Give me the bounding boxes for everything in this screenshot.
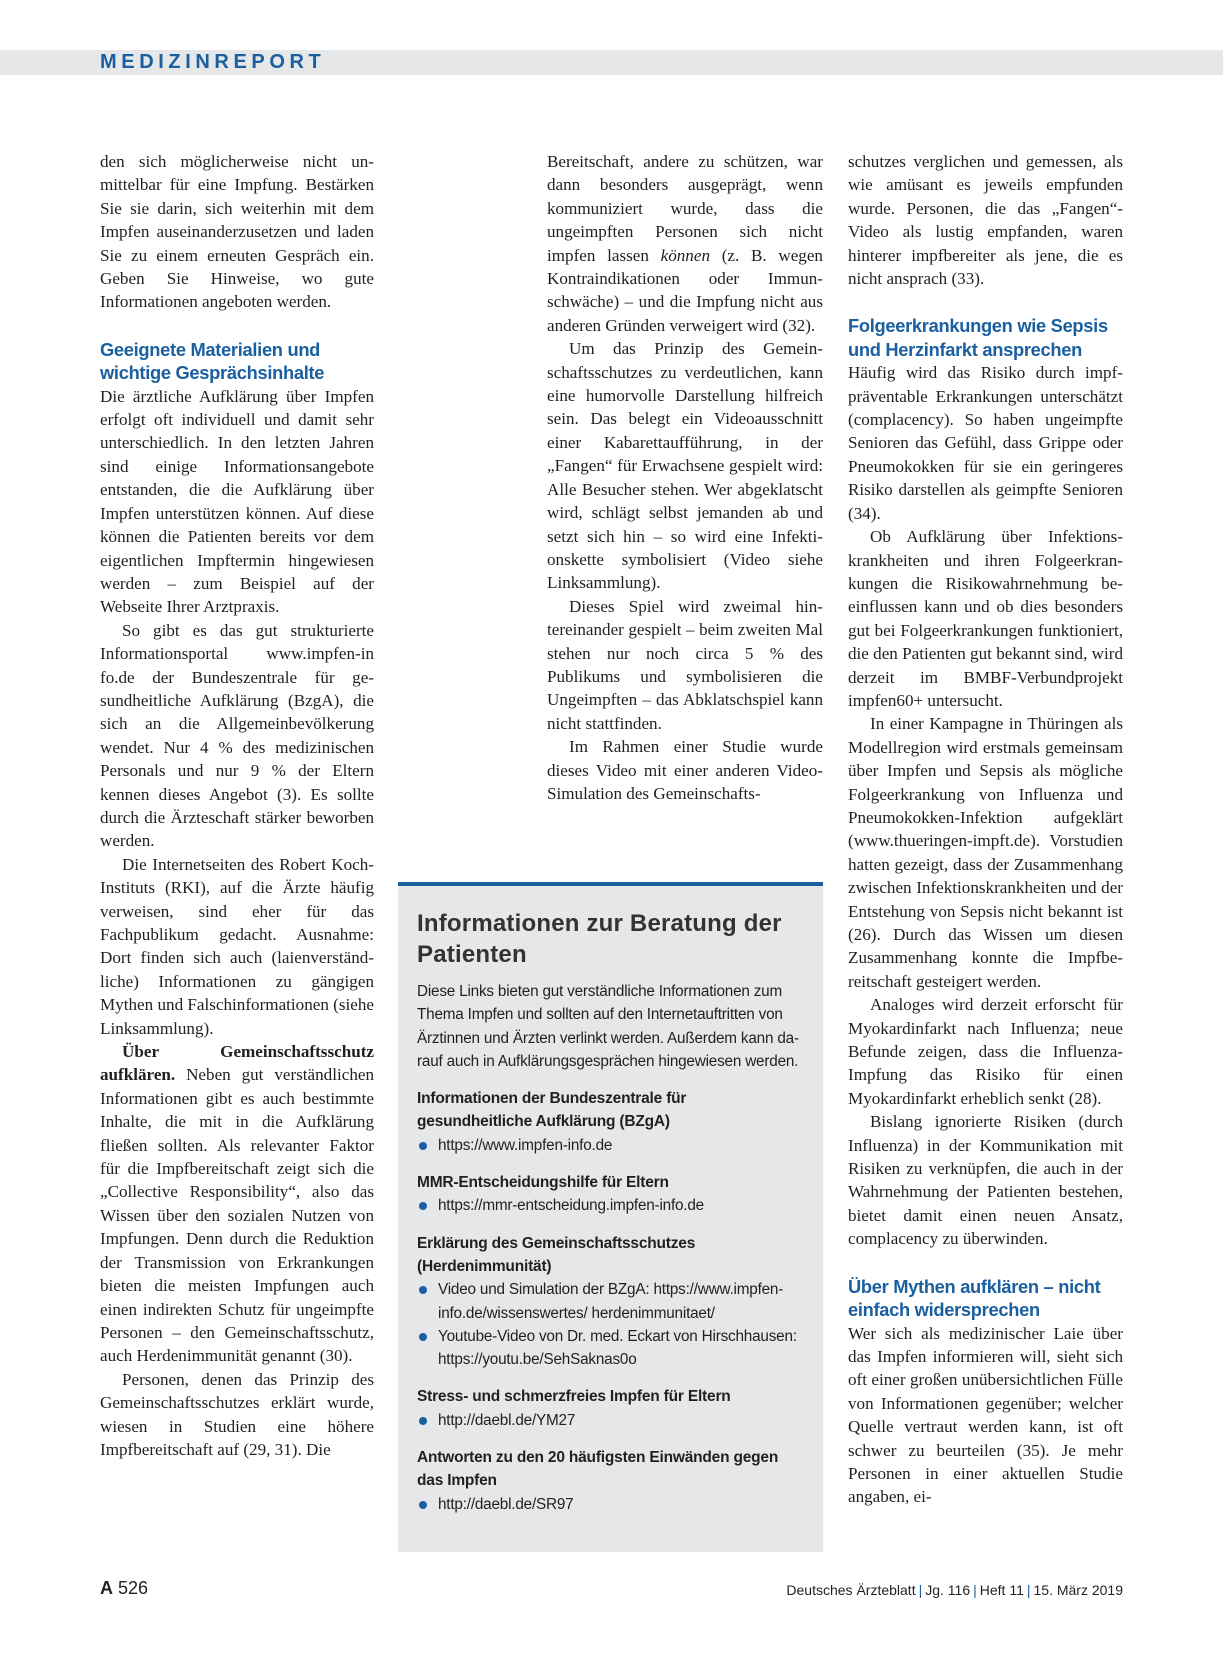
link-section-title: Informationen der Bundeszentrale für gesundheitliche Aufklärung (BZgA) (417, 1090, 687, 1131)
paragraph: Häufig wird das Risiko durch impfpräventable Erkrankungen unterschätzt (complacency). So haben ungeimpfte Senioren das Gefühl, dass Grippe oder Pneumokokken für sie ein geringeres Risiko darstellen als geimpfte Senioren (34). (848, 363, 1123, 523)
link-item[interactable] (417, 1409, 805, 1432)
paragraph-body: Neben gut verständlichen Informationen gibt es auch bestimmte Inhalte, die mit in die Aufklärung fließen sollten. Als relevanter Faktor für die Impfbereitschaft zeigt sich die „Collective Responsibility“, also das Wissen über den sozialen Nutzen von Impfungen. Denn durch die Reduktion der Transmission von Erkrankungen bieten die meisten Impfungen auch einen indirekten Schutz für ungeimpfte Personen – den Gemeinschaftsschutz, auch Herdenimmunität genannt (30). (100, 1065, 374, 1366)
subheading: Geeignete Materialien und wichtige Gesprächsinhalte (100, 338, 325, 384)
link-text[interactable]: https://www.impfen-info.de (438, 1136, 613, 1154)
paragraph-part: Bereitschaft, andere zu schützen, war dann besonders ausgeprägt, wenn kommuniziert wurde, dass die ungeimpften Personen sich nicht impfen lassen (547, 152, 823, 265)
link-section-title: Erklärung des Gemeinschaftsschutzes (Herdenimmunität) (417, 1234, 696, 1275)
separator: | (918, 1582, 923, 1598)
paragraph: Wer sich als medizinischer Laie über das Impfen informieren will, sieht sich oft einer großen unübersichtlichen Fülle von Informationen gegenüber; welcher Quelle vertraut werden kann, ist oft schwer zu beurteilen (35). Je mehr Personen in einer aktuellen Studie angaben, ei- (848, 1323, 1123, 1507)
separator: | (1026, 1582, 1031, 1598)
paragraph: Personen, denen das Prinzip des Gemeinschaftsschutzes erklärt wurde, wiesen in Studien eine höhere Impfbereitschaft auf (29, 31). Die (100, 1369, 374, 1459)
text-column-3 (848, 150, 1123, 1509)
info-box-intro: Diese Links bieten gut verständliche Informationen zum Thema Impfen und sollten auf den Internetauftritten von Ärztinnen und Ärzten verlinkt werden. Außerdem kann darauf auch in Aufklärungsgesprächen hingewiesen werden. (417, 983, 800, 1070)
paragraph (100, 1040, 374, 1368)
paragraph: Ob Aufklärung über Infektionskrankheiten und ihren Folgeerkrankungen die Risikowahrnehmung beeinflussen kann und ob dies besonders gut bei Folgeerkrankungen funktioniert, die den Patienten gut bekannt sind, wird derzeit im BMBF-Verbundprojekt impfen60+ untersucht. (848, 527, 1123, 710)
emphasis: können (660, 245, 710, 265)
journal-volume: Jg. 116 (925, 1582, 971, 1598)
link-item[interactable] (417, 1325, 805, 1372)
link-text[interactable]: https://mmr-entscheidung.impfen-info.de (438, 1197, 704, 1215)
paragraph: Dieses Spiel wird zweimal hintereinander gespielt – beim zweiten Mal stehen nur noch circa 5 % des Publikums und symbolisieren die Ungeimpften – das Abklatschspiel kann nicht stattfinden. (547, 596, 823, 733)
paragraph: Bislang ignorierte Risiken (durch Influenza) in der Kommunikation mit Risiken zu verknüpfen, die auch in der Wahrnehmung der Patienten bestehen, bietet damit einen neuen Ansatz, complacency zu überwinden. (848, 1112, 1123, 1249)
link-list (417, 1278, 805, 1371)
bullet-icon (419, 1333, 427, 1341)
link-text[interactable]: http://daebl.de/YM27 (438, 1411, 576, 1429)
subheading: Über Mythen aufklären – nicht einfach widersprechen (848, 1275, 1101, 1321)
journal-date: 15. März 2019 (1033, 1582, 1123, 1598)
link-list (417, 1493, 805, 1516)
paragraph: den sich möglicherweise nicht unmittelbar für eine Impfung. Bestärken Sie sie darin, sich weiterhin mit dem Impfen auseinanderzusetzen und laden Sie zu einem erneuten Gespräch ein. Geben Sie Hinweise, wo gute Informationen angeboten werden. (100, 152, 374, 312)
info-box (398, 882, 823, 1552)
paragraph (547, 150, 823, 337)
journal-info (786, 1582, 1123, 1598)
subheading: Folgeerkrankungen wie Sepsis und Herzinfarkt ansprechen (848, 315, 1108, 360)
page-prefix: A (100, 1578, 113, 1598)
paragraph: Um das Prinzip des Gemeinschaftsschutzes zu verdeutlichen, kann eine humorvolle Darstellung hilfreich sein. Das belegt ein Videoausschnitt einer Kabarettaufführung, in der „Fangen“ für Erwachsene gespielt wird: Alle Besucher stehen. Wer abgeklatscht wird, schlägt selbst jemanden ab und setzt sich hin – so wird eine Infektionskette symbolisiert (Video siehe Linksammlung). (547, 339, 823, 593)
section-label: MEDIZINREPORT (100, 51, 326, 73)
paragraph-part: (z. B. wegen Kontraindikationen oder Immunschwäche) – und die Impfung nicht aus anderen Gründen verweigert wird (32). (547, 245, 823, 335)
link-text[interactable]: http://daebl.de/SR97 (438, 1495, 574, 1513)
journal-name: Deutsches Ärzteblatt (786, 1582, 916, 1598)
paragraph: So gibt es das gut strukturierte Informationsportal www.impfen-in fo.de der Bundeszentrale für gesundheitliche Aufklärung (BzgA), die sich an die Allgemeinbevölkerung wendet. Nur 4 % des medizinischen Personals und nur 9 % der Eltern kennen dieses Angebot (3). Es sollte durch die Ärzteschaft stärker beworben werden. (100, 620, 374, 851)
link-section-title: Stress- und schmerzfreies Impfen für Eltern (417, 1388, 731, 1406)
bullet-icon (419, 1417, 427, 1425)
text-column-1 (100, 150, 374, 1461)
link-text[interactable]: Youtube-Video von Dr. med. Eckart von Hirschhausen: https://youtu.be/SehSaknas0o (438, 1327, 797, 1369)
journal-issue: Heft 11 (979, 1582, 1024, 1598)
link-list (417, 1134, 805, 1157)
link-list (417, 1409, 805, 1432)
link-section-title: MMR-Entscheidungshilfe für Eltern (417, 1174, 669, 1192)
link-item[interactable] (417, 1278, 805, 1325)
paragraph-lead: Über Gemeinschaftsschutz aufklären. (100, 1042, 374, 1085)
link-list (417, 1194, 805, 1217)
bullet-icon (419, 1202, 427, 1210)
link-item[interactable] (417, 1194, 805, 1217)
bullet-icon (419, 1142, 427, 1150)
paragraph: Im Rahmen einer Studie wurde dieses Video mit einer anderen Video-Simulation des Gemeinschafts- (547, 737, 823, 803)
bullet-icon (419, 1286, 427, 1294)
page-number (100, 1578, 148, 1599)
link-section-title: Antworten zu den 20 häufigsten Einwänden gegen das Impfen (417, 1449, 779, 1490)
paragraph: schutzes verglichen und gemessen, als wie amüsant es jeweils empfunden wurde. Personen, die das „Fangen“-Video als lustig empfanden, waren hinterer impfbereiter als jene, die es nicht ansprach (33). (848, 152, 1123, 289)
paragraph: In einer Kampagne in Thüringen als Modellregion wird erstmals gemeinsam über Impfen und Sepsis als mögliche Folgeerkrankung von Influenza und Pneumokokken-Infektion aufgeklärt (www.thueringen-impft.de). Vorstudien hatten gezeigt, dass der Zusammenhang zwischen Infektionskrankheiten und der Entstehung von Sepsis nicht bekannt ist (26). Durch das Wissen um diesen Zusammenhang konnte die Impfbereitschaft gesteigert werden. (848, 714, 1123, 991)
separator: | (973, 1582, 977, 1598)
bullet-icon (419, 1501, 427, 1509)
paragraph: Die Internetseiten des Robert Koch-Instituts (RKI), auf die Ärzte häufig verweisen, sind eher für das Fachpublikum gedacht. Ausnahme: Dort finden sich auch (laienverständliche) Informationen zu gängigen Mythen und Falschinformationen (siehe Linksammlung). (100, 854, 374, 1038)
page-number-value: 526 (118, 1578, 149, 1598)
link-text[interactable]: Video und Simulation der BZgA: https://www.impfen-info.de/wissenswertes/ herdenimmunitaet/ (438, 1281, 784, 1322)
paragraph: Analoges wird derzeit erforscht für Myokardinfarkt nach Influenza; neue Befunde zeigen, dass die Influenza-Impfung das Risiko für einen Myokardinfarkt erheblich senkt (28). (848, 995, 1123, 1108)
info-box-title: Informationen zur Beratung der Patienten (417, 910, 782, 968)
link-item[interactable] (417, 1134, 805, 1157)
text-column-2 (547, 150, 823, 805)
link-item[interactable] (417, 1493, 805, 1516)
paragraph: Die ärztliche Aufklärung über Impfen erfolgt oft individuell und damit sehr unterschiedlich. In den letzten Jahren sind einige Informationsangebote entstanden, die die Aufklärung über Impfen unterstützen können. Auf diese können die Patienten bereits vor dem eigentlichen Impftermin hingewiesen werden – zum Beispiel auf der Webseite Ihrer Arztpraxis. (100, 386, 374, 617)
